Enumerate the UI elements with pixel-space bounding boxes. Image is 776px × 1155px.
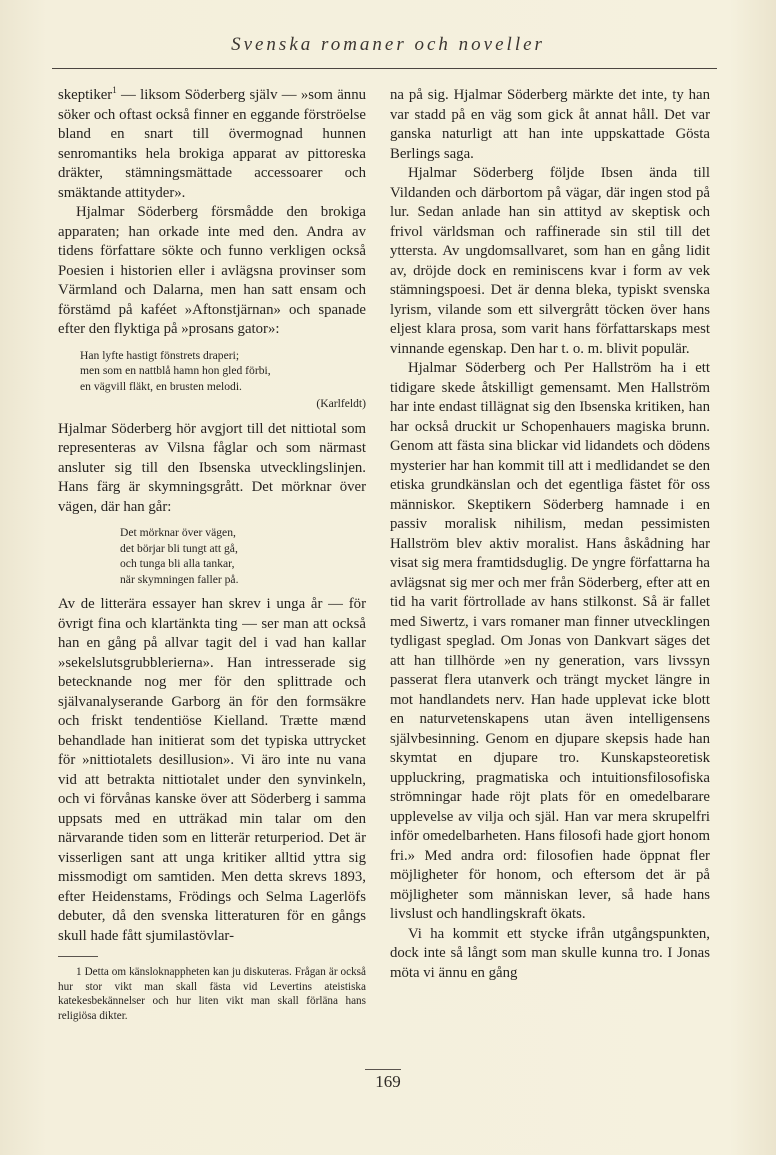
poem-line: och tunga bli alla tankar,: [120, 557, 235, 570]
poem-skymning: [120, 525, 366, 587]
poem-line: en vägvill fläkt, en brusten melodi.: [80, 379, 242, 393]
poem-line: när skymningen faller på.: [120, 572, 239, 586]
right-paragraph-3: Hjalmar Söderberg och Per Hallström ha i ett tidigare skede åtskilligt gemensamt. Men Hallström har inte endast tillägnat sig den Ibsenska kritiken, han har också druckit ur Schopenhauers magiska brunn. Genom att fästa sina blickar vid lidandets och dödens mysterier har han kommit till att i medlidandet se den etiska grundkänslan och det egentliga fästet för oss människor. Skeptikern Söderberg hamnade i en passiv moralisk nihilism, medan pessimisten Hallström blev aktiv moralist. Hans åskådning har visat sig mera framtidsduglig. De yngre författarna ha avlägsnat sig mer och mer från Söderberg, efter att en tid ha varit förtrollade av hans stilkonst. Så är fallet med Siwertz, i vars romaner man finner utvecklingen tydligast speglad. Om Jonas von Dankvart säges det att han tillhörde »en ny generation, vars livssyn passerat flera utanverk och trängt mycket längre in mot handlandets nerv. Han hade upplevat icke blott en naturvetenskapens utan även intelligensens självbesinning. Genom en djupare skepsis hade han skymtat en djupare tro. Kunskapsteoretisk uppluckring, pragmatiska och intuitionsfilosofiska strömningar hade röjt plats för en omedelbarare upplevelse av vilja och själ. Han var mera skrupelfri inför omedelbarheten. Hans filosofi hade gjort honom fri.» Med andra ord: filosofien hade öppnat fler möjligheter för honom, och eftersom det är på möjligheter som människan lever, så hade hans livslust och handlingskraft ökats.: [390, 360, 710, 922]
poem-line: Det mörknar över vägen,: [120, 526, 236, 539]
footnote-ref: 1: [112, 85, 117, 96]
left-paragraph-4: Av de litterära essayer han skrev i unga år — för övrigt fina och klartänkta ting — ser man att också han en gång på allvar tagit del i vad han kallar »sekelslutsgrubblerierna». Han intresserade sig betecknande nog mer för den splittrade och självanalyserande Garborg än för den formsäkre och friskt tendentiöse Kielland. Trætte mænd behandlade han initierat som det typiska uttrycket för »nittiotalets desillusion». Vi äro inte nu vana vid att betrakta nittiotalet under den synvinkeln, och vi förvånas kanske över att Söderberg i samma uppsats med en utträkad min talar om den närvarande tiden som en litterär returperiod. Det är visserligen sant att unga kritiker alltid yttra sig missmodigt om samtiden. Men detta skrevs 1893, efter Heidenstams, Frödings och Selma Lagerlöfs debuter, då den svenska litteraturen för en gångs skull hade fått sjumilastövlar-: [58, 596, 366, 944]
footnote: 1 Detta om känsloknappheten kan ju diskuteras. Frågan är också hur stor vikt man skall fästa vid Levertins ateistiska katekesbekännelser och hur liten vikt man skall förläna hans religiösa dikter.: [58, 966, 366, 1022]
left-paragraph-3: Hjalmar Söderberg hör avgjort till det nittiotal som representeras av Vilsna fåglar och som närmast ansluter sig till den Ibsenska utvecklingslinjen. Hans färg är skymningsgrått. Det mörknar över vägen, där han går:: [58, 420, 366, 515]
running-title: Svenska romaner och noveller: [231, 34, 545, 55]
poem-line: Han lyfte hastigt fönstrets draperi;: [80, 348, 240, 362]
header-rule: [52, 68, 717, 69]
right-paragraph-1: na på sig. Hjalmar Söderberg märkte det inte, ty han var stadd på en väg som gick åt annat håll. Det var ganska naturligt att han inte uppskattade Gösta Berlings saga.: [390, 87, 710, 162]
left-column: [58, 86, 366, 1023]
right-paragraph-4: Vi ha kommit ett stycke ifrån utgångspunkten, dock inte så långt som man skulle kunna tro. I Jonas möta vi ännu en gång: [390, 925, 710, 981]
page-number: 169: [375, 1072, 401, 1091]
left-paragraph-2: Hjalmar Söderberg försmådde den brokiga apparaten; han orkade inte med den. Andra av tidens författare sökte och funno verkligen också Poesien i historien eller i avlägsna provinser som Värmland och Dalarna, men han satt ensam och förstämd på kaféet »Aftonstjärnan» och spanade efter den flyktiga på »prosans gator»:: [58, 204, 366, 337]
poem-credit: (Karlfeldt): [316, 397, 366, 410]
left-paragraph-1: skeptiker$^1$ — liksom Söderberg själv — »som ännu söker och oftast också finner en eggande förströelse bland en snart till övermognad hunnen senromantiks hela brokiga apparat av pittoreska dräkter, stämningsmättade accessoarer och smäktande attityder».: [58, 85, 366, 201]
poem-karlfeldt: [80, 348, 366, 412]
page-number-rule: [365, 1069, 401, 1070]
poem-line: men som en nattblå hamn hon gled förbi,: [80, 364, 271, 377]
footnote-rule: [58, 956, 98, 957]
right-paragraph-2: Hjalmar Söderberg följde Ibsen ända till Vildanden och därbortom på vägar, där ingen stod på lur. Sedan anlade han sin attityd av skeptisk och frivol världsman och raffinerade sin stil till det yttersta. Av ungdomsallvaret, som han en gång lidit av, dröjde dock en reminiscens kvar i form av vek stämningspoesi. Det är denna bleka, typiskt svenska lyrism, vilande som ett silvergrått töcken över hans eljest klara prosa, som varit hans författarskaps mest vinnande egenskap. Den har t. o. m. blivit populär.: [390, 165, 710, 357]
right-column: [390, 86, 710, 983]
poem-line: det börjar bli tungt att gå,: [120, 541, 238, 555]
